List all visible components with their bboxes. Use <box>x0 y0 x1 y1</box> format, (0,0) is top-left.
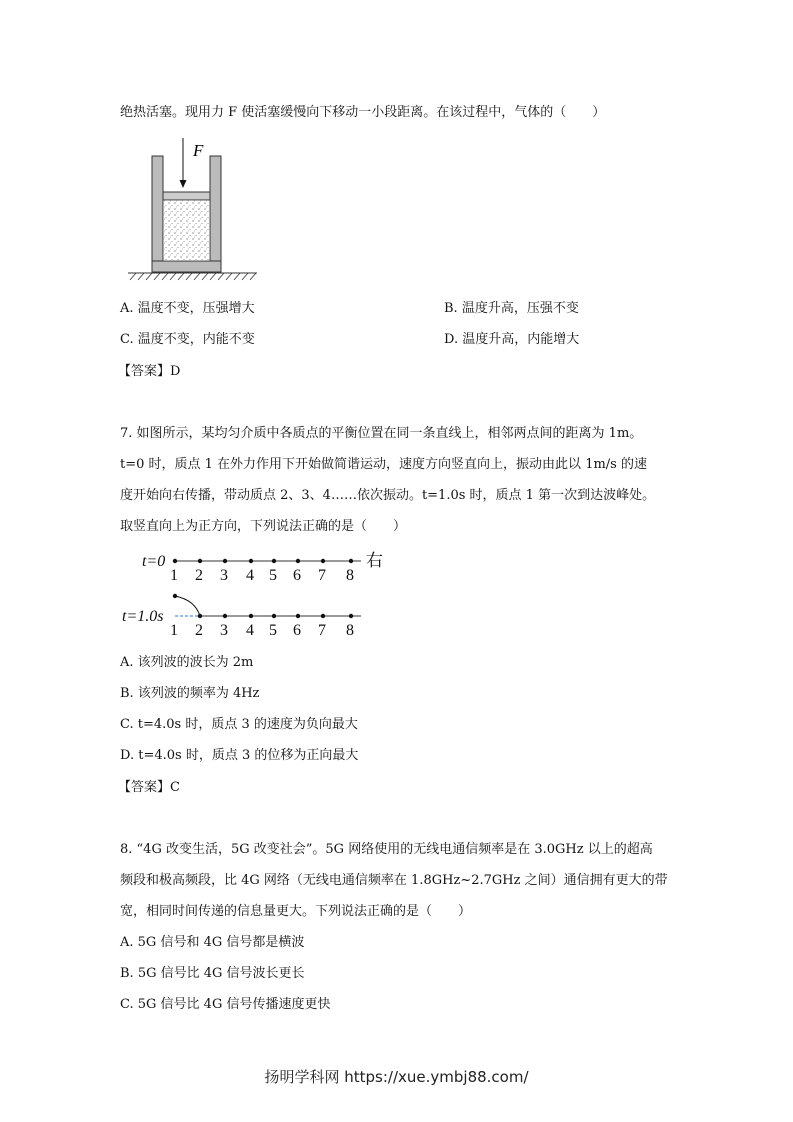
row1-time-label: t=0 <box>142 553 166 570</box>
row2-point-1: 1 <box>170 622 178 639</box>
piston-cylinder-figure <box>120 130 265 280</box>
row1-point-8: 8 <box>346 567 354 584</box>
q6-option-a: A. 温度不变，压强增大 <box>120 301 255 316</box>
q7-stem-line-2: t=0 时，质点 1 在外力作用下开始做简谐运动，速度方向竖直向上，振动由此以 1m/s 的速 <box>120 457 647 472</box>
row2-point-8: 8 <box>346 622 354 639</box>
force-arrow-icon <box>180 180 187 188</box>
q8-stem-line-2: 频段和极高频段，比 4G 网络（无线电通信频率在 1.8GHz~2.7GHz 之间）通信拥有更大的带 <box>120 873 668 888</box>
q6-stem: 绝热活塞。现用力 F 使活塞缓慢向下移动一小段距离。在该过程中，气体的（ ） <box>120 105 606 120</box>
row1-point-7: 7 <box>318 567 326 584</box>
wave-crest-curve <box>175 596 200 616</box>
row1-point-3: 3 <box>220 567 228 584</box>
row1-point-4: 4 <box>246 567 254 584</box>
row1-point-6: 6 <box>293 567 301 584</box>
q8-option-b: B. 5G 信号比 4G 信号波长更长 <box>120 966 305 981</box>
q7-option-b: B. 该列波的频率为 4Hz <box>120 686 260 701</box>
q6-option-d: D. 温度升高，内能增大 <box>444 332 580 347</box>
q8-option-a: A. 5G 信号和 4G 信号都是横波 <box>120 935 305 950</box>
q8-stem-line-1: 8. “4G 改变生活，5G 改变社会”。5G 网络使用的无线电通信频率是在 3.0GHz 以上的超高 <box>120 842 653 857</box>
row2-point-3: 3 <box>220 622 228 639</box>
q7-stem-line-3: 度开始向右传播，带动质点 2、3、4……依次振动。t=1.0s 时，质点 1 第一次到达波峰处。 <box>120 488 656 503</box>
q7-option-a: A. 该列波的波长为 2m <box>120 655 254 670</box>
q7-option-d: D. t=4.0s 时，质点 3 的位移为正向最大 <box>120 748 359 763</box>
row2-point-5: 5 <box>269 622 277 639</box>
q7-stem-line-1: 7. 如图所示，某均匀介质中各质点的平衡位置在同一条直线上，相邻两点间的距离为 1m。 <box>120 426 643 441</box>
q7-option-c: C. t=4.0s 时，质点 3 的速度为负向最大 <box>120 717 358 732</box>
q8-stem-line-3: 宽，相同时间传递的信息量更大。下列说法正确的是（ ） <box>120 904 472 919</box>
row2-point-4: 4 <box>246 622 254 639</box>
row2-point-7: 7 <box>318 622 326 639</box>
q7-stem-line-4: 取竖直向上为正方向，下列说法正确的是（ ） <box>120 519 407 534</box>
q6-answer: 【答案】D <box>118 364 181 379</box>
force-label: F <box>193 141 204 160</box>
right-direction-label: 右 <box>366 551 383 570</box>
row2-time-label: t=1.0s <box>122 608 164 625</box>
wave-points-figure <box>122 548 400 643</box>
q6-option-c: C. 温度不变，内能不变 <box>120 332 255 347</box>
row1-point-5: 5 <box>269 567 277 584</box>
gas-region <box>163 200 210 261</box>
q6-option-b: B. 温度升高，压强不变 <box>444 301 579 316</box>
q7-answer: 【答案】C <box>118 780 180 795</box>
page-footer-watermark: 扬明学科网 https://xue.ymbj88.com/ <box>264 1068 529 1086</box>
q8-option-c: C. 5G 信号比 4G 信号传播速度更快 <box>120 997 331 1012</box>
row2-point-6: 6 <box>293 622 301 639</box>
row1-point-2: 2 <box>195 567 203 584</box>
row1-point-1: 1 <box>170 567 178 584</box>
row2-point-2: 2 <box>195 622 203 639</box>
